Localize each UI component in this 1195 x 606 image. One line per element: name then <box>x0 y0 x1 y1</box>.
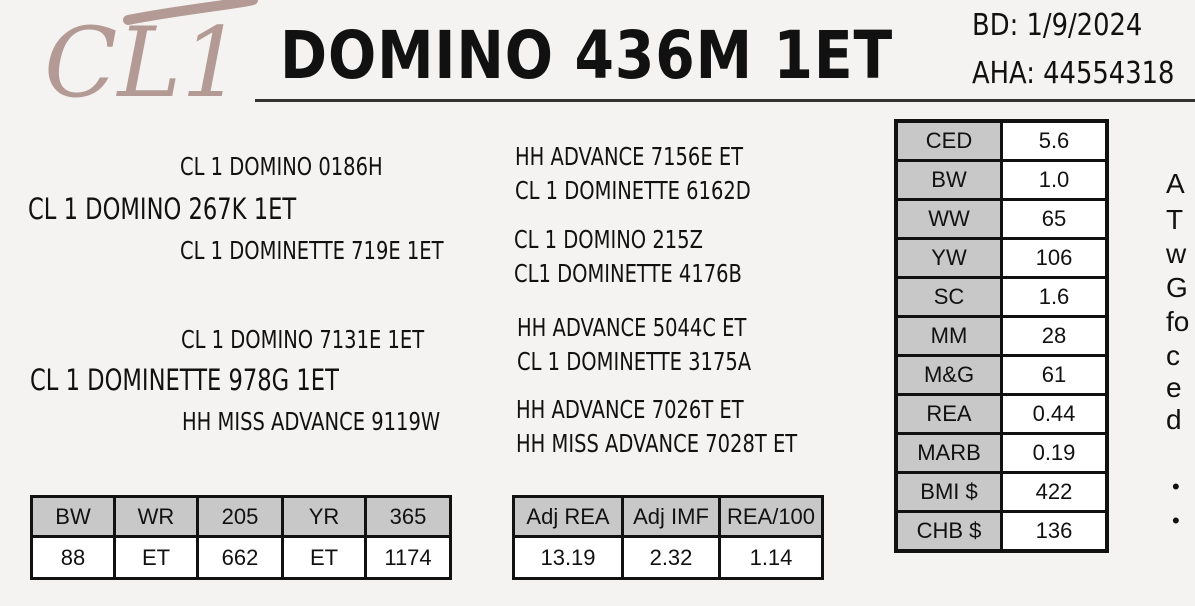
carcass-table <box>512 495 824 580</box>
pedigree-ggs-4: HH ADVANCE 7026T ET <box>516 395 744 424</box>
side-text-line: d <box>1166 404 1182 435</box>
epd-table <box>894 119 1109 553</box>
side-text-line: G <box>1166 272 1188 303</box>
perf-value-205: 662 <box>198 537 283 579</box>
epd-label: MARB <box>896 434 1002 473</box>
epd-value: 1.0 <box>1002 161 1108 200</box>
epd-label: WW <box>896 200 1002 239</box>
perf-value-wr: ET <box>115 537 198 579</box>
side-text-line: e <box>1166 372 1182 403</box>
epd-value: 61 <box>1002 356 1108 395</box>
perf-header-wr: WR <box>115 497 198 537</box>
epd-value: 136 <box>1002 512 1108 552</box>
carcass-value-rea: 13.19 <box>514 537 623 579</box>
perf-value-365: 1174 <box>366 537 451 579</box>
bullet-icon: • <box>1172 508 1180 533</box>
epd-label: CHB $ <box>896 512 1002 552</box>
perf-value-yr: ET <box>283 537 366 579</box>
pedigree-dam-sire: CL 1 DOMINO 7131E 1ET <box>181 325 425 354</box>
aha-number: AHA: 44554318 <box>972 56 1175 91</box>
carcass-value-imf: 2.32 <box>623 537 720 579</box>
epd-value: 0.19 <box>1002 434 1108 473</box>
pedigree-dam-dam: HH MISS ADVANCE 9119W <box>182 407 441 436</box>
cl1-logo <box>38 0 278 119</box>
pedigree-ggs-3: HH ADVANCE 5044C ET <box>517 313 747 342</box>
side-text-line: c <box>1166 340 1180 371</box>
epd-label: BMI $ <box>896 473 1002 512</box>
carcass-header-rea100: REA/100 <box>720 497 823 537</box>
side-text-line: T <box>1166 204 1184 235</box>
carcass-value-rea100: 1.14 <box>720 537 823 579</box>
pedigree-sire: CL 1 DOMINO 267K 1ET <box>28 192 297 226</box>
carcass-header-imf: Adj IMF <box>623 497 720 537</box>
birth-date: BD: 1/9/2024 <box>972 8 1143 43</box>
epd-label: SC <box>896 278 1002 317</box>
epd-label: REA <box>896 395 1002 434</box>
epd-label: CED <box>896 121 1002 161</box>
epd-value: 65 <box>1002 200 1108 239</box>
logo-text: CL1 <box>44 7 243 119</box>
pedigree-dam: CL 1 DOMINETTE 978G 1ET <box>30 363 339 397</box>
bullet-icon: • <box>1172 474 1180 499</box>
perf-header-yr: YR <box>283 497 366 537</box>
epd-label: YW <box>896 239 1002 278</box>
pedigree-ggs-1: HH ADVANCE 7156E ET <box>515 142 744 171</box>
side-text-line: fo <box>1166 306 1190 337</box>
carcass-header-rea: Adj REA <box>514 497 623 537</box>
epd-value: 1.6 <box>1002 278 1108 317</box>
pedigree-ggd-4: HH MISS ADVANCE 7028T ET <box>516 429 798 458</box>
title-divider <box>255 99 1195 102</box>
perf-header-bw: BW <box>32 497 115 537</box>
epd-value: 106 <box>1002 239 1108 278</box>
animal-name-title: DOMINO 436M 1ET <box>280 17 894 94</box>
epd-label: BW <box>896 161 1002 200</box>
pedigree-ggd-1: CL 1 DOMINETTE 6162D <box>515 176 751 205</box>
epd-value: 5.6 <box>1002 121 1108 161</box>
pedigree-ggd-3: CL 1 DOMINETTE 3175A <box>517 347 752 376</box>
epd-label: M&G <box>896 356 1002 395</box>
epd-label: MM <box>896 317 1002 356</box>
pedigree-ggs-2: CL 1 DOMINO 215Z <box>514 225 703 254</box>
pedigree-ggd-2: CL1 DOMINETTE 4176B <box>514 259 742 288</box>
perf-header-365: 365 <box>366 497 451 537</box>
perf-value-bw: 88 <box>32 537 115 579</box>
side-text-line: A <box>1166 168 1185 199</box>
perf-header-205: 205 <box>198 497 283 537</box>
epd-value: 422 <box>1002 473 1108 512</box>
epd-value: 28 <box>1002 317 1108 356</box>
side-text-line: w <box>1166 238 1187 269</box>
performance-table <box>30 495 452 580</box>
pedigree-sire-dam: CL 1 DOMINETTE 719E 1ET <box>180 236 444 265</box>
epd-value: 0.44 <box>1002 395 1108 434</box>
pedigree-sire-sire: CL 1 DOMINO 0186H <box>180 152 383 181</box>
